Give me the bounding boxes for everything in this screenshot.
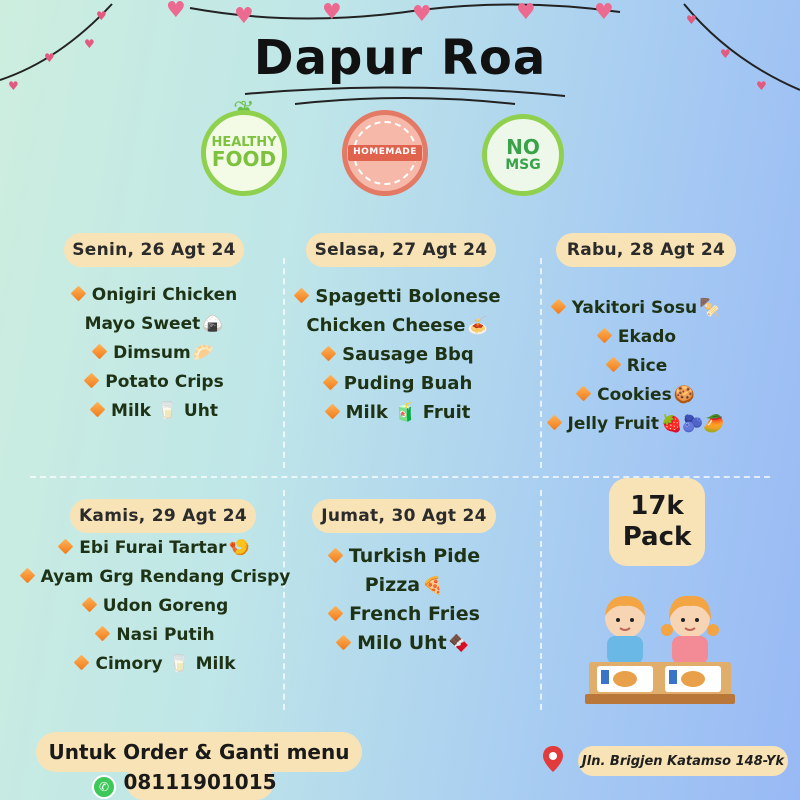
homemade-badge bbox=[342, 110, 428, 196]
menu-list-senin bbox=[40, 281, 270, 426]
heart-icon: ♥ bbox=[516, 0, 536, 25]
diamond-bullet-icon bbox=[84, 373, 100, 389]
menu-item-text: Jelly Fruit bbox=[567, 414, 659, 434]
diamond-bullet-icon bbox=[74, 655, 90, 671]
diamond-bullet-icon bbox=[605, 357, 621, 373]
diamond-bullet-icon bbox=[70, 286, 86, 302]
menu-item-text: Turkish Pide bbox=[348, 545, 481, 567]
heart-icon: ♥ bbox=[84, 37, 95, 51]
menu-item bbox=[286, 340, 511, 369]
address-text: Jln. Brigjen Katamso 148-Yk bbox=[578, 746, 788, 776]
diamond-bullet-icon bbox=[81, 597, 97, 613]
menu-item-text: Pizza bbox=[364, 574, 421, 596]
food-emoji-icon: 🥟 bbox=[192, 343, 214, 363]
menu-item bbox=[300, 542, 510, 571]
menu-item-text: Cimory 🥛 Milk bbox=[95, 654, 236, 674]
menu-item bbox=[286, 369, 511, 398]
location-pin-icon bbox=[542, 745, 564, 773]
food-emoji-icon: 🍪 bbox=[673, 385, 695, 405]
menu-item-text: Nasi Putih bbox=[116, 625, 215, 645]
menu-item-text: Ebi Furai Tartar bbox=[79, 538, 227, 558]
menu-item bbox=[40, 368, 270, 397]
day-pill-selasa: Selasa, 27 Agt 24 bbox=[306, 233, 496, 267]
day-pill-rabu: Rabu, 28 Agt 24 bbox=[556, 233, 736, 267]
diamond-bullet-icon bbox=[576, 386, 592, 402]
menu-item-text: Chicken Cheese bbox=[306, 315, 466, 336]
menu-item-text: Milk 🥛 Uht bbox=[111, 401, 218, 421]
food-emoji-icon: 🍤 bbox=[228, 538, 250, 558]
food-emoji-icon: 🍓🫐🥭 bbox=[660, 414, 725, 434]
diamond-bullet-icon bbox=[324, 404, 340, 420]
day-pill-senin: Senin, 26 Agt 24 bbox=[64, 233, 244, 267]
menu-item bbox=[40, 310, 270, 339]
menu-item bbox=[20, 592, 292, 621]
menu-item bbox=[40, 397, 270, 426]
food-emoji-icon: 🍫 bbox=[448, 634, 470, 654]
menu-item-text: Spagetti Bolonese bbox=[315, 286, 501, 307]
diamond-bullet-icon bbox=[58, 539, 74, 555]
diamond-bullet-icon bbox=[321, 346, 337, 362]
badge-healthy-line2: FOOD bbox=[211, 147, 277, 172]
heart-icon: ♥ bbox=[720, 47, 731, 61]
food-emoji-icon: 🍙 bbox=[202, 314, 224, 334]
menu-list-kamis bbox=[20, 534, 292, 679]
heart-icon: ♥ bbox=[44, 51, 55, 65]
price-value: 17k bbox=[630, 490, 684, 521]
whatsapp-icon[interactable]: ✆ bbox=[92, 775, 116, 799]
menu-item-text: Udon Goreng bbox=[102, 596, 229, 616]
menu-item-text: Ekado bbox=[617, 327, 677, 347]
diamond-bullet-icon bbox=[546, 415, 562, 431]
diamond-bullet-icon bbox=[328, 606, 344, 622]
column-divider bbox=[540, 490, 542, 710]
menu-item bbox=[20, 563, 292, 592]
heart-icon: ♥ bbox=[756, 79, 767, 93]
menu-item bbox=[300, 629, 510, 658]
badge-healthy-line1: HEALTHY bbox=[211, 134, 277, 150]
menu-item bbox=[300, 571, 510, 600]
food-emoji-icon: 🍕 bbox=[422, 576, 444, 596]
menu-list-rabu bbox=[530, 294, 745, 439]
menu-item-text: Potato Crips bbox=[105, 372, 224, 392]
menu-item-text: Yakitori Sosu bbox=[571, 298, 698, 318]
price-unit: Pack bbox=[622, 522, 692, 552]
menu-list-selasa bbox=[286, 282, 511, 427]
menu-item-text: Rice bbox=[626, 356, 668, 376]
menu-item bbox=[530, 410, 745, 439]
menu-item-text: Dimsum bbox=[113, 343, 191, 363]
diamond-bullet-icon bbox=[550, 299, 566, 315]
menu-item bbox=[20, 534, 292, 563]
menu-item-text: Onigiri Chicken bbox=[91, 285, 238, 305]
menu-item bbox=[286, 398, 511, 427]
diamond-bullet-icon bbox=[95, 626, 111, 642]
healthy-food-badge bbox=[201, 110, 287, 196]
menu-item-text: Cookies bbox=[597, 385, 672, 405]
price-badge bbox=[609, 478, 705, 566]
badge-homemade-label: HOMEMADE bbox=[348, 145, 422, 160]
menu-item-text: Ayam Grg Rendang Crispy bbox=[40, 567, 291, 587]
heart-icon: ♥ bbox=[322, 0, 342, 25]
day-pill-kamis: Kamis, 29 Agt 24 bbox=[70, 499, 256, 533]
menu-item bbox=[20, 621, 292, 650]
diamond-bullet-icon bbox=[90, 402, 106, 418]
menu-item bbox=[20, 650, 292, 679]
badge-nomsg-line1: NO bbox=[506, 135, 540, 160]
heart-icon: ♥ bbox=[686, 13, 697, 27]
menu-item bbox=[530, 294, 745, 323]
heart-icon: ♥ bbox=[96, 9, 107, 23]
food-emoji-icon: 🍝 bbox=[467, 316, 489, 336]
menu-item bbox=[530, 381, 745, 410]
menu-item bbox=[40, 339, 270, 368]
menu-item-text: Milo Uht bbox=[357, 632, 447, 654]
heart-icon: ♥ bbox=[234, 4, 254, 29]
menu-item bbox=[40, 281, 270, 310]
food-emoji-icon: 🍢 bbox=[699, 298, 721, 318]
order-label: Untuk Order & Ganti menu bbox=[36, 732, 362, 772]
menu-item bbox=[286, 311, 511, 340]
phone-number[interactable]: 08111901015 bbox=[126, 764, 274, 800]
heart-icon: ♥ bbox=[412, 2, 432, 27]
no-msg-badge bbox=[482, 114, 564, 196]
heart-icon: ♥ bbox=[8, 79, 19, 93]
diamond-bullet-icon bbox=[336, 635, 352, 651]
badge-nomsg-line2: MSG bbox=[505, 157, 541, 174]
title-underline bbox=[240, 84, 570, 106]
column-divider bbox=[283, 258, 285, 468]
menu-item bbox=[530, 352, 745, 381]
diamond-bullet-icon bbox=[328, 548, 344, 564]
diamond-bullet-icon bbox=[92, 344, 108, 360]
diamond-bullet-icon bbox=[19, 568, 35, 584]
day-pill-jumat: Jumat, 30 Agt 24 bbox=[312, 499, 496, 533]
menu-item-text: Sausage Bbq bbox=[342, 344, 474, 365]
diamond-bullet-icon bbox=[294, 288, 310, 304]
menu-item-text: Mayo Sweet bbox=[84, 314, 201, 334]
menu-item-text: French Fries bbox=[349, 603, 480, 625]
menu-item bbox=[286, 282, 511, 311]
heart-icon: ♥ bbox=[594, 0, 614, 25]
menu-item-text: Milk 🧃 Fruit bbox=[345, 402, 471, 423]
page-title: Dapur Roa bbox=[253, 30, 547, 86]
diamond-bullet-icon bbox=[322, 375, 338, 391]
menu-list-jumat bbox=[300, 542, 510, 658]
heart-icon: ♥ bbox=[166, 0, 186, 23]
diamond-bullet-icon bbox=[597, 328, 613, 344]
menu-item bbox=[300, 600, 510, 629]
menu-item-text: Puding Buah bbox=[343, 373, 473, 394]
menu-item bbox=[530, 323, 745, 352]
kids-lunch-illustration bbox=[585, 590, 735, 712]
